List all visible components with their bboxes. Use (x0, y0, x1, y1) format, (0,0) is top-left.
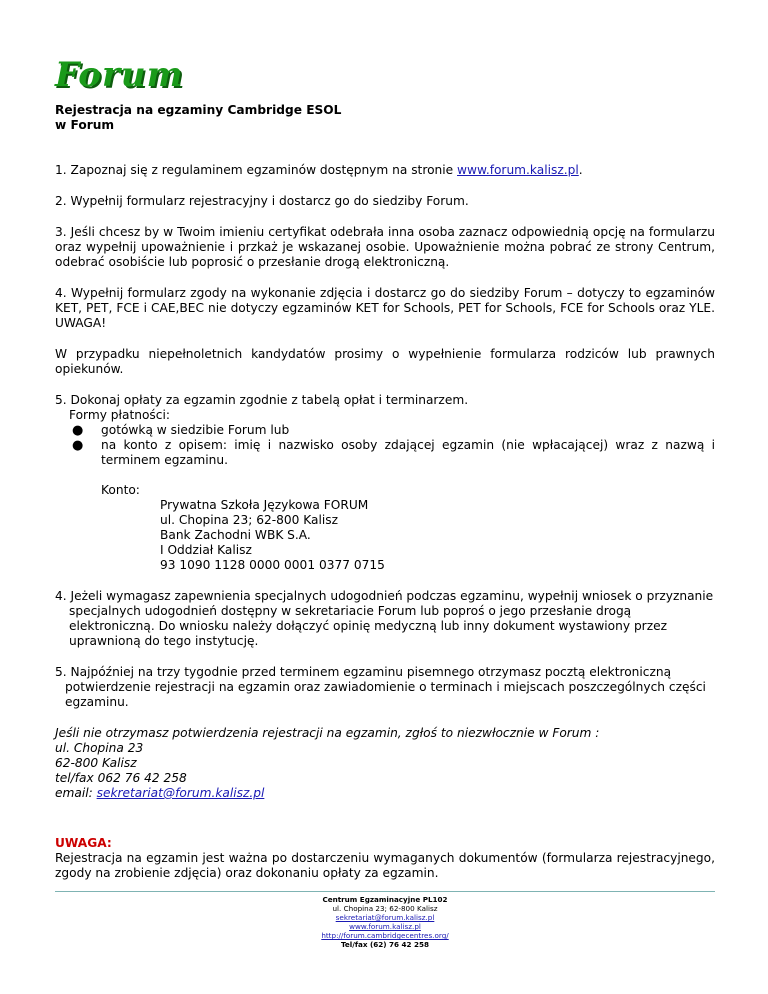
step-3: 3. Jeśli chcesz by w Twoim imieniu certyfikat odebrała inna osoba zaznacz odpowiednią opcję na formularzu oraz wypełnij upoważnienie i przkaż je wskazanej osobie. Upoważnienie można pobrać ze strony Centrum, odebrać osobiście lub poprosić o przesłanie drogą elektroniczną. (55, 225, 715, 269)
account-line: Bank Zachodni WBK S.A. (160, 528, 311, 542)
payment-item-cash: gotówką w siedzibie Forum lub (101, 423, 290, 437)
account-line: ul. Chopina 23; 62-800 Kalisz (160, 513, 339, 527)
account-details (101, 498, 715, 573)
payment-item-transfer: na konto z opisem: imię i nazwisko osoby zdającej egzamin (nie wpłacającej) wraz z nazwą i terminem egzaminu. (101, 438, 715, 467)
bank-account (55, 483, 715, 573)
list-item (55, 423, 715, 438)
footer-phone: Tel/fax (62) 76 42 258 (340, 940, 430, 949)
contact-note: Jeśli nie otrzymasz potwierdzenia rejestracji na egzamin, zgłoś to niezwłocznie w Forum : (55, 726, 600, 740)
step-2: 2. Wypełnij formularz rejestracyjny i dostarcz go do siedziby Forum. (55, 194, 469, 208)
document-page (55, 55, 715, 881)
footer-email-link[interactable]: sekretariat@forum.kalisz.pl (335, 913, 435, 922)
contact-street: ul. Chopina 23 (55, 741, 144, 755)
contact-email-line (55, 786, 715, 801)
footer-centre-name: Centrum Egzaminacyjne PL102 (322, 895, 448, 904)
minors-note: W przypadku niepełnoletnich kandydatów prosimy o wypełnienie formularza rodziców lub prawnych opiekunów. (55, 347, 715, 376)
email-label: email: (55, 786, 97, 800)
bullet-icon: ● (72, 438, 84, 453)
contact-email-link[interactable]: sekretariat@forum.kalisz.pl (96, 786, 265, 800)
account-label: Konto: (101, 483, 140, 497)
account-line: I Oddział Kalisz (160, 543, 252, 557)
page-title (55, 103, 715, 133)
contact-info (55, 726, 715, 801)
step-5 (55, 393, 715, 573)
warning-title: UWAGA: (55, 836, 112, 850)
footer-cambridge-link[interactable]: http://forum.cambridgecentres.org/ (321, 931, 449, 940)
step-1-period: . (578, 163, 583, 177)
bullet-icon: ● (72, 423, 84, 438)
step-5-text: 5. Dokonaj opłaty za egzamin zgodnie z tabelą opłat i terminarzem. (55, 393, 469, 407)
account-line: Prywatna Szkoła Językowa FORUM (160, 498, 369, 512)
step-5-confirmation: 5. Najpóźniej na trzy tygodnie przed terminem egzaminu pisemnego otrzymasz pocztą elektroniczną potwierdzenie rejestracji na egzamin oraz zawiadomienie o terminach i miejscach poszczególnych części egzaminu. (55, 665, 706, 709)
list-item (55, 438, 715, 468)
title-line-2: w Forum (55, 118, 115, 132)
payment-list (55, 423, 715, 468)
footer-website-link[interactable]: www.forum.kalisz.pl (349, 922, 421, 931)
title-line-1: Rejestracja na egzaminy Cambridge ESOL (55, 103, 342, 117)
step-1 (55, 163, 715, 178)
warning-text: Rejestracja na egzamin jest ważna po dostarczeniu wymaganych dokumentów (formularza rejestracyjnego, zgody na zrobienie zdjęcia) oraz dokonaniu opłaty za egzamin. (55, 851, 715, 880)
contact-phone: tel/fax 062 76 42 258 (55, 771, 187, 785)
forum-website-link[interactable]: www.forum.kalisz.pl (457, 163, 579, 177)
account-number: 93 1090 1128 0000 0001 0377 0715 (160, 558, 385, 572)
step-4-special-arrangements: 4. Jeżeli wymagasz zapewnienia specjalnych udogodnień podczas egzaminu, wypełnij wniosek o przyznanie specjalnych udogodnień dostępny w sekretariacie Forum lub poproś o jego przesłanie drogą elektroniczną. Do wniosku należy dołączyć opinię medyczną lub inny dokument wystawiony przez uprawnioną do tego instytucję. (55, 589, 714, 648)
warning-section (55, 836, 715, 881)
contact-city: 62-800 Kalisz (55, 756, 137, 770)
page-footer (55, 891, 715, 949)
payment-forms-label: Formy płatności: (69, 408, 170, 422)
step-4: 4. Wypełnij formularz zgody na wykonanie zdjęcia i dostarcz go do siedziby Forum – dotyczy to egzaminów KET, PET, FCE i CAE,BEC nie dotyczy egzaminów KET for Schools, PET for Schools, FCE for Schools oraz YLE. UWAGA! (55, 286, 715, 330)
step-1-text: 1. Zapoznaj się z regulaminem egzaminów dostępnym na stronie (55, 163, 458, 177)
forum-logo: Forum (55, 55, 184, 95)
footer-address: ul. Chopina 23; 62-800 Kalisz (332, 904, 438, 913)
